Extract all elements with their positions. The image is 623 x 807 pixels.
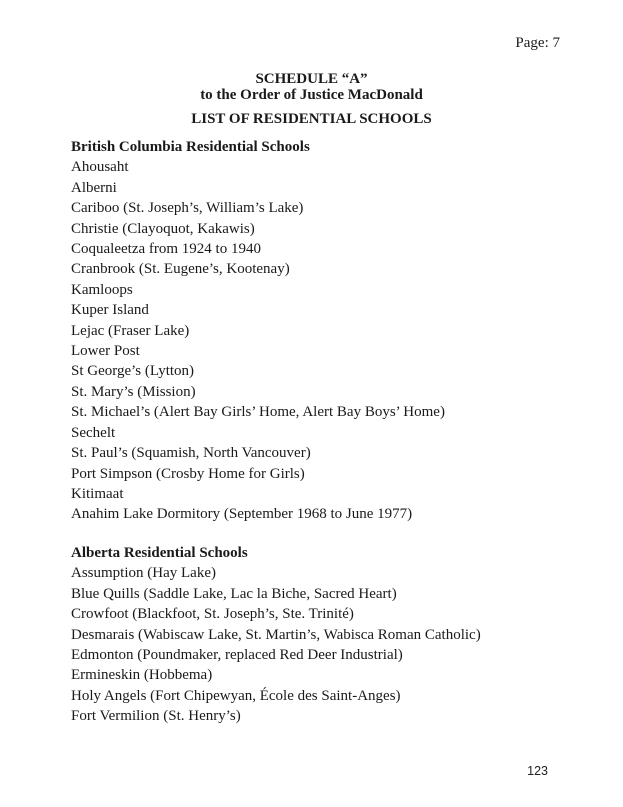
list-item: Anahim Lake Dormitory (September 1968 to June 1977) <box>71 506 413 523</box>
list-item: Sechelt <box>71 424 116 441</box>
list-item: Kuper Island <box>71 302 149 319</box>
list-item: Ahousaht <box>71 159 129 176</box>
section-heading: British Columbia Residential Schools <box>71 139 310 155</box>
list-item: Desmarais (Wabiscaw Lake, St. Martin’s, Wabisca Roman Catholic) <box>71 626 481 643</box>
list-item: Ermineskin (Hobbema) <box>71 667 213 684</box>
list-item: Cranbrook (St. Eugene’s, Kootenay) <box>71 261 290 278</box>
list-item: Lower Post <box>71 343 140 360</box>
list-item: St. Michael’s (Alert Bay Girls’ Home, Alert Bay Boys’ Home) <box>71 404 445 421</box>
section-heading: Alberta Residential Schools <box>71 545 248 561</box>
document-subtitle: LIST OF RESIDENTIAL SCHOOLS <box>191 111 432 127</box>
list-item: Kitimaat <box>71 485 124 502</box>
list-item: Alberni <box>71 179 117 196</box>
footer-page-number: 123 <box>527 764 548 778</box>
list-item: Cariboo (St. Joseph’s, William’s Lake) <box>71 200 304 217</box>
list-item: Assumption (Hay Lake) <box>71 565 216 582</box>
list-item: Edmonton (Poundmaker, replaced Red Deer Industrial) <box>71 647 403 664</box>
list-item: Christie (Clayoquot, Kakawis) <box>71 220 255 237</box>
list-item: Coqualeetza from 1924 to 1940 <box>71 241 261 258</box>
document-title-line1: SCHEDULE “A” <box>255 71 368 87</box>
list-item: St. Mary’s (Mission) <box>71 383 196 400</box>
list-item: Crowfoot (Blackfoot, St. Joseph’s, Ste. Trinité) <box>71 606 354 623</box>
list-item: Blue Quills (Saddle Lake, Lac la Biche, Sacred Heart) <box>71 585 397 602</box>
list-item: Port Simpson (Crosby Home for Girls) <box>71 465 305 482</box>
list-item: St George’s (Lytton) <box>71 363 195 380</box>
list-item: Kamloops <box>71 281 133 298</box>
section-british-columbia <box>71 137 583 525</box>
document-title <box>0 71 623 103</box>
page-label: Page: 7 <box>515 35 560 51</box>
section-alberta <box>71 543 583 727</box>
list-item: St. Paul’s (Squamish, North Vancouver) <box>71 445 311 462</box>
list-item: Lejac (Fraser Lake) <box>71 322 190 339</box>
list-item: Fort Vermilion (St. Henry’s) <box>71 708 241 725</box>
document-title-line2: to the Order of Justice MacDonald <box>200 87 423 103</box>
list-item: Holy Angels (Fort Chipewyan, École des Saint-Anges) <box>71 687 401 704</box>
